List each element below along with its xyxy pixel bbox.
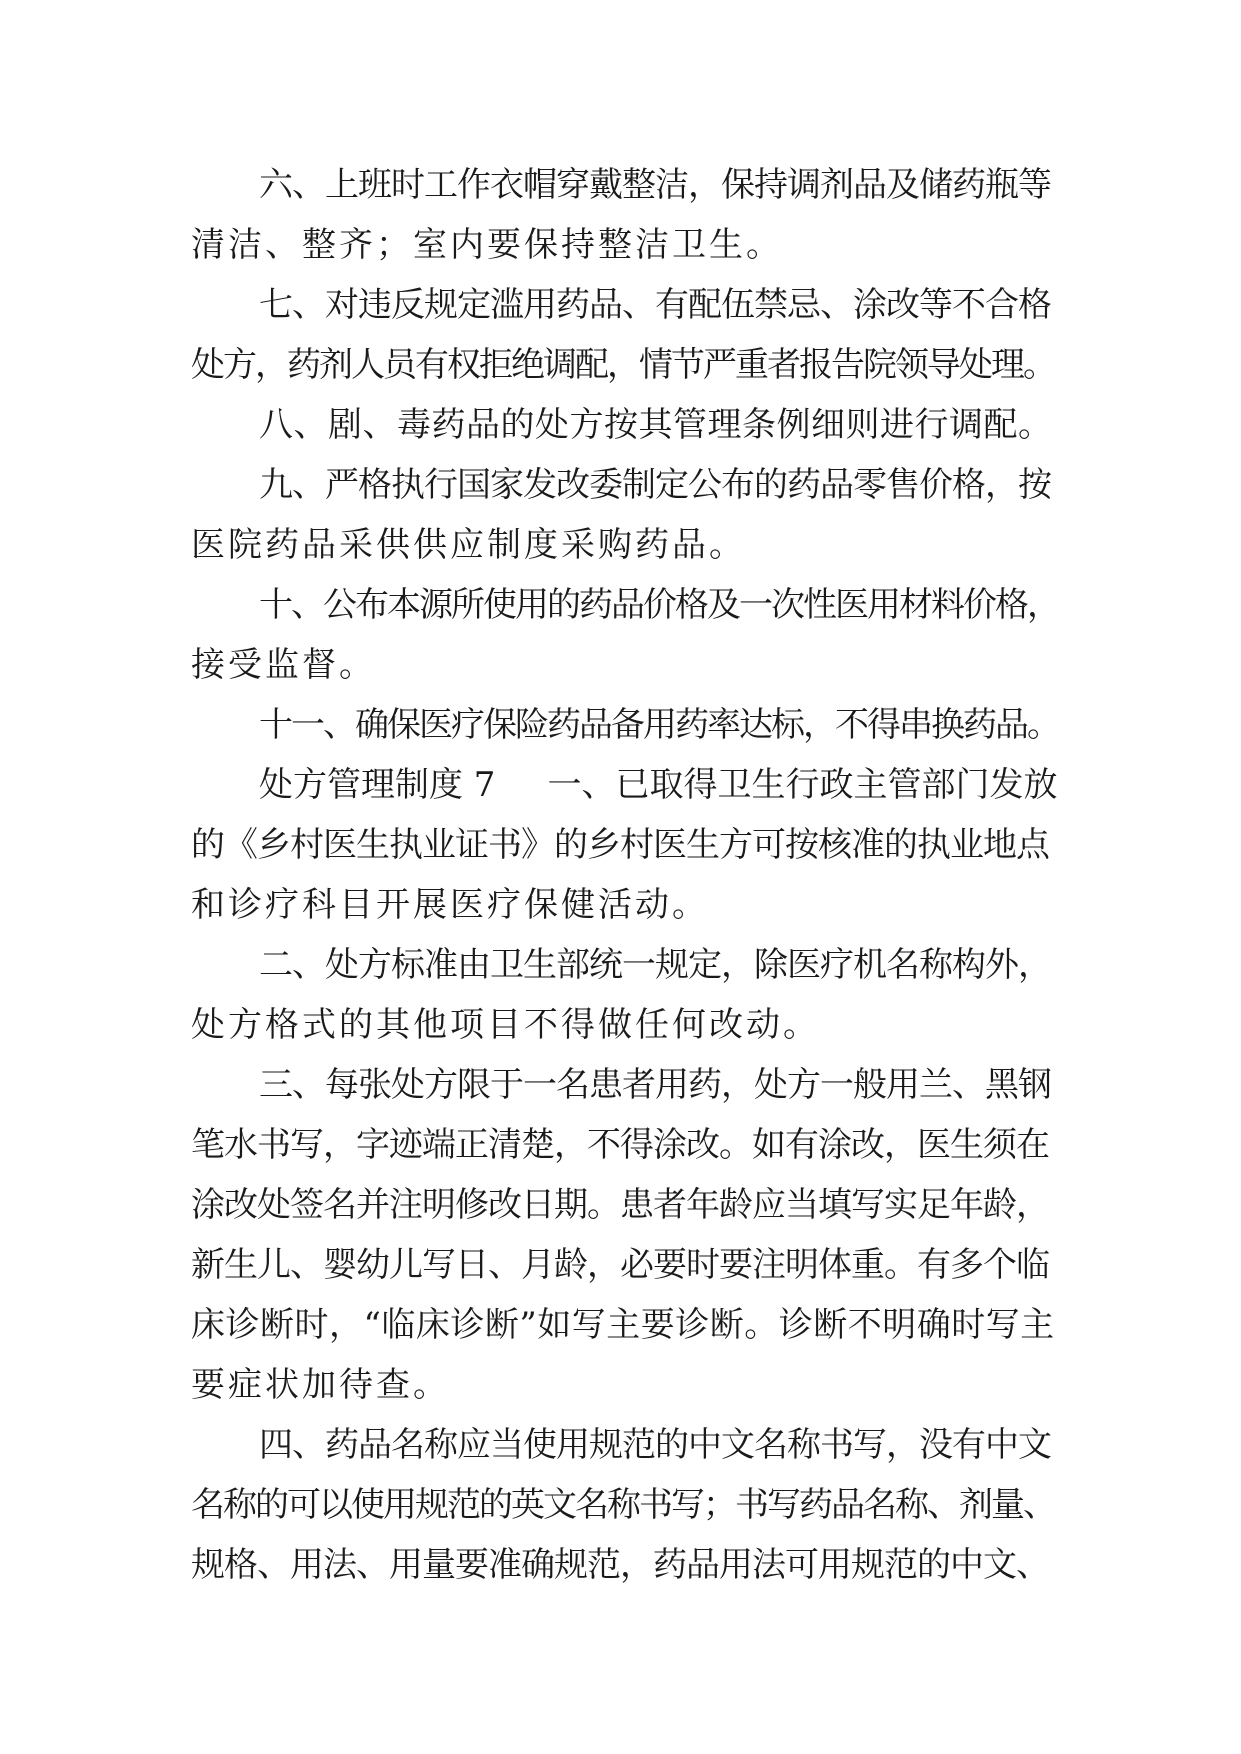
text-line: 十、公布本源所使用的药品价格及一次性医用材料价格， [259, 585, 1059, 625]
text-line: 四、药品名称应当使用规范的中文名称书写，没有中文 [259, 1425, 1051, 1465]
text-line: 涂改处签名并注明修改日期。患者年龄应当填写实足年龄， [191, 1185, 1049, 1225]
text-line: 的《乡村医生执业证书》的乡村医生方可按核准的执业地点 [191, 825, 1049, 865]
paragraph-6 [191, 155, 1061, 275]
text-line: 六、上班时工作衣帽穿戴整洁，保持调剂品及储药瓶等 [259, 165, 1051, 205]
text-line: 规格、用法、用量要准确规范，药品用法可用规范的中文、 [191, 1545, 1049, 1585]
text-line: 三、每张处方限于一名患者用药，处方一般用兰、黑钢 [259, 1065, 1051, 1105]
text-line: 新生儿、婴幼儿写日、月龄，必要时要注明体重。有多个临 [191, 1245, 1049, 1285]
paragraph-prescription-rules [191, 755, 1061, 935]
text-line: 床诊断时，“临床诊断”如写主要诊断。诊断不明确时写主 [191, 1305, 1055, 1345]
section-heading: 处方管理制度 7 [259, 765, 496, 805]
text-line: 二、处方标准由卫生部统一规定，除医疗机名称构外， [259, 945, 1051, 985]
text-line: 九、严格执行国家发改委制定公布的药品零售价格，按 [259, 465, 1051, 505]
text-line: 医院药品采供供应制度采购药品。 [191, 525, 746, 565]
text-line: 接受监督。 [191, 645, 376, 685]
text-line: 清洁、整齐；室内要保持整洁卫生。 [191, 225, 783, 265]
text-line: 处方格式的其他项目不得做任何改动。 [191, 1005, 820, 1045]
text-line: 和诊疗科目开展医疗保健活动。 [191, 885, 709, 925]
paragraph-7 [191, 275, 1061, 395]
document-body [191, 155, 1061, 1595]
text-line-tail: 一、已取得卫生行政主管部门发放 [547, 765, 1058, 805]
text-line: 八、剧、毒药品的处方按其管理条例细则进行调配。 [259, 405, 1053, 445]
text-line: 七、对违反规定滥用药品、有配伍禁忌、涂改等不合格 [259, 285, 1051, 325]
text-line: 十一、确保医疗保险药品备用药率达标，不得串换药品。 [259, 705, 1059, 745]
text-line: 要症状加待查。 [191, 1365, 450, 1405]
paragraph-rule-4 [191, 1415, 1061, 1595]
paragraph-rule-2 [191, 935, 1061, 1055]
text-line [191, 755, 1061, 815]
paragraph-9 [191, 455, 1061, 575]
paragraph-8 [191, 395, 1061, 455]
text-line: 笔水书写，字迹端正清楚，不得涂改。如有涂改，医生须在 [191, 1125, 1049, 1165]
paragraph-11 [191, 695, 1061, 755]
text-line: 处方，药剂人员有权拒绝调配，情节严重者报告院领导处理。 [191, 345, 1055, 385]
paragraph-rule-3 [191, 1055, 1061, 1415]
paragraph-10 [191, 575, 1061, 695]
text-line: 名称的可以使用规范的英文名称书写；书写药品名称、剂量、 [191, 1485, 1055, 1525]
